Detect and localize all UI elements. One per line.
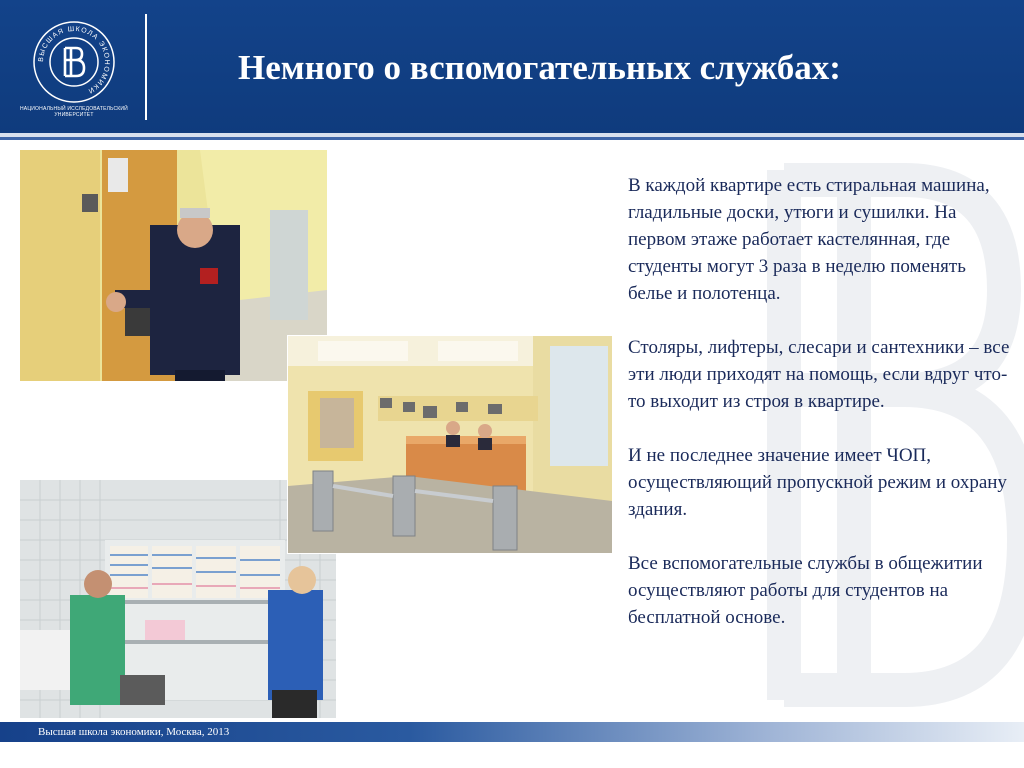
logo-ring-text: ВЫСШАЯ ШКОЛА ЭКОНОМИКИ (37, 25, 111, 95)
slide-footer (0, 722, 1024, 742)
photo-locksmith-at-door-icon (20, 150, 327, 381)
paragraph-laundry: В каждой квартире есть стиральная машина, гладильные доски, утюги и сушилки. На первом этаже работает кастелянная, где студенты могут 3 раза в неделю поменять белье и полотенца. (628, 175, 990, 304)
photo-locksmith (20, 150, 327, 381)
photo-security-reception-turnstiles-icon (288, 336, 612, 553)
header-divider (145, 14, 147, 120)
hse-emblem-icon (32, 20, 116, 104)
paragraph-repair-staff: Столяры, лифтеры, слесари и сантехники – все эти люди приходят на помощь, если вдруг что-то выходит из строя в квартире. (628, 337, 1010, 412)
slide-title: Немного о вспомогательных службах: (238, 48, 841, 87)
logo-caption: НАЦИОНАЛЬНЫЙ ИССЛЕДОВАТЕЛЬСКИЙ УНИВЕРСИТЕТ (20, 106, 128, 118)
paragraph-free-services: Все вспомогательные службы в общежитии осуществляют работы для студентов на бесплатной основе. (628, 553, 983, 628)
paragraph-security: И не последнее значение имеет ЧОП, осуществляющий пропускной режим и охрану здания. (628, 445, 1007, 520)
slide-header (0, 0, 1024, 133)
footer-text: Высшая школа экономики, Москва, 2013 (38, 726, 230, 738)
photo-reception (287, 335, 613, 554)
body-text (628, 172, 1012, 631)
